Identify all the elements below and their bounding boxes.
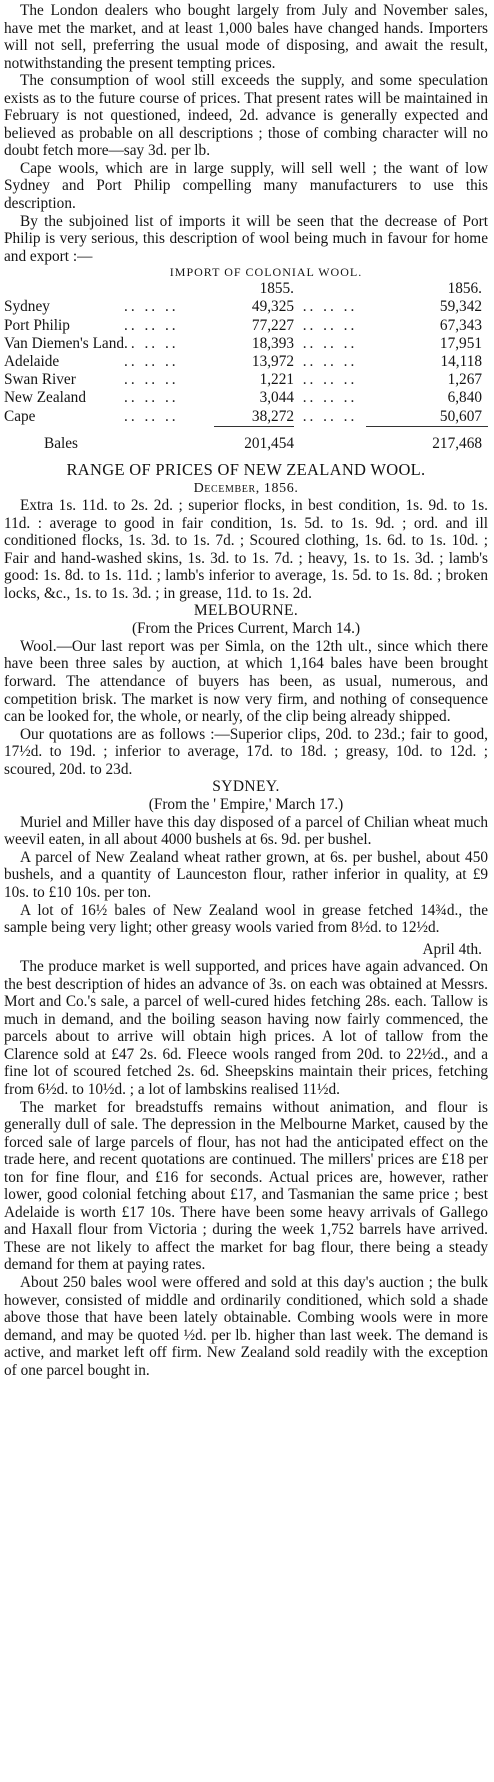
nz-prices-heading: RANGE OF PRICES OF NEW ZEALAND WOOL. [66, 460, 426, 480]
leader-dots: .. .. .. [124, 316, 179, 334]
import-table-title: IMPORT OF COLONIAL WOOL. [169, 265, 363, 280]
import-total-label: Bales [44, 434, 78, 452]
leader-dots: .. .. .. [302, 407, 358, 425]
import-row [4, 371, 488, 389]
leader-dots: .. .. .. [302, 298, 358, 316]
import-place: Adelaide [4, 353, 60, 371]
import-row [4, 335, 488, 353]
leader-dots: .. .. .. [302, 371, 358, 389]
sydney-source: (From the ' Empire,' March 17.) [148, 796, 344, 814]
import-value-1856: 50,607 [439, 407, 482, 425]
import-place: Sydney [4, 298, 50, 316]
import-value-1855: 13,972 [251, 353, 294, 371]
import-row [4, 389, 488, 407]
melbourne-section [4, 602, 488, 778]
leader-dots: .. .. .. [302, 389, 358, 407]
import-row [4, 408, 488, 427]
intro-paragraph: The London dealers who bought largely from July and November sales, have met the market, and at least 1,000 bales have changed hands. Importers will not sell, preferring the usual mode of disposing, and await the result, notwithstanding the present tempting prices. [4, 2, 488, 72]
import-total-1856: 217,468 [432, 434, 482, 452]
sydney-section [4, 778, 488, 936]
import-value-1855: 1,221 [259, 371, 294, 389]
leader-dots: .. .. .. [124, 407, 179, 425]
leader-dots: .. .. .. [124, 389, 179, 407]
melbourne-paragraph: Our quotations are as follows :—Superior clips, 20d. to 23d.; fair to good, 17½d. to 19d. ; inferior to average, 17d. to 18d. ; greasy, 10d. to 12d. ; scoured, 20d. to 23d. [4, 725, 488, 778]
leader-dots: .. .. .. [302, 316, 358, 334]
nz-wool-prices-section [4, 459, 488, 602]
leader-dots: .. .. .. [124, 371, 179, 389]
import-place: Port Philip [4, 316, 70, 334]
year-header: 1856. [447, 280, 482, 298]
import-value-1855: 38,272 [251, 407, 294, 425]
import-value-1856: 67,343 [439, 316, 482, 334]
import-value-1856: 1,267 [447, 371, 482, 389]
april-report-section [4, 941, 488, 1380]
leader-dots: .. .. .. [302, 334, 358, 352]
import-value-1856: 14,118 [440, 353, 482, 371]
sydney-paragraph: A lot of 16½ bales of New Zealand wool in grease fetched 14¾d., the sample being very light; other greasy wools varied from 8½d. to 12½d. [4, 901, 488, 937]
import-place: Cape [4, 407, 36, 425]
intro-paragraph: The consumption of wool still exceeds the supply, and some speculation exists as to the future course of prices. That present rates will be maintained in February is not questioned, indeed, 2d. advance is generally expected and believed as probable on all descriptions ; those of combing character will no doubt fetch more—say 3d. per lb. [4, 72, 488, 160]
import-value-1856: 59,342 [439, 298, 482, 316]
melbourne-source: (From the Prices Current, March 14.) [131, 620, 361, 638]
melbourne-paragraph: Wool.—Our last report was per Simla, on the 12th ult., since which there have been three sales by auction, at which 1,164 bales have been brought forward. The attendance of buyers has been, as usual, numerous, and competition brisk. The market is now very firm, and nothing of consequence can be looked for, the whole, or nearly, of the clip being already shipped. [4, 637, 488, 726]
import-place: Swan River [4, 371, 76, 389]
import-value-1856: 17,951 [439, 334, 482, 352]
import-value-1855: 77,227 [251, 316, 294, 334]
april-paragraph: The produce market is well supported, and prices have again advanced. On the best description of hides an advance of 3s. on each was obtained at Messrs. Mort and Co.'s sale, a parcel of well-cured hides fetching 28s. each. Tallow is much in demand, and the boiling season having now fairly commenced, the parcels about to arrive will obtain high prices. A lot of tallow from the Clarence sold at £47 2s. 6d. Fleece wools ranged from 20d. to 22½d., and a fine lot of scoured fetched 2s. 6d. Sheepskins maintain their prices, fetching from 6½d. to 10½d. ; a lot of lambskins realised 11½d. [4, 958, 488, 1098]
import-value-1855: 49,325 [251, 298, 294, 316]
import-table-header-row [4, 280, 488, 298]
sydney-heading: SYDNEY. [212, 778, 280, 796]
sydney-paragraph: Muriel and Miller have this day disposed of a parcel of Chilian wheat much weevil eaten, in all about 4000 bushels at 6s. 9d. per bushel. [4, 813, 488, 849]
import-total-1855: 201,454 [244, 434, 294, 452]
colonial-wool-import-table [4, 265, 488, 453]
import-row [4, 353, 488, 371]
import-row [4, 317, 488, 335]
sydney-paragraph: A parcel of New Zealand wheat rather grown, at 6s. per bushel, about 450 bushels, and a quantity of Launceston flour, rather inferior in quality, at £9 10s. to £10 10s. per ton. [4, 848, 488, 901]
nz-prices-body: Extra 1s. 11d. to 2s. 2d. ; superior flocks, in best condition, 1s. 9d. to 1s. 11d. : average to good in fair condition, 1s. 5d. to 1s. 9d. ; ord. and ill conditioned flocks, 1s. 3d. to 1s. 7d. ; Scoured clothing, 1s. 6d. to 1s. 10d. ; Fair and hand-washed skins, 1s. 3d. to 1s. 7d. ; heavy, 1s. to 1s. 3d. ; lamb's good: 1s. 8d. to 1s. 11d. ; lamb's inferior to average, 1s. 5d. to 1s. 8d. ; broken locks, &c., 1s. to 1s. 3d. ; in grease, 11d. to 1s. 2d. [4, 497, 488, 602]
nz-prices-date: December, 1856. [193, 481, 299, 497]
import-total-row [4, 427, 488, 453]
leader-dots: .. .. .. [124, 298, 179, 316]
import-value-1856: 6,840 [447, 389, 482, 407]
melbourne-heading: MELBOURNE. [193, 602, 299, 620]
market-intro [4, 2, 488, 265]
leader-dots: .. .. .. [302, 353, 358, 371]
april-paragraph: About 250 bales wool were offered and sold at this day's auction ; the bulk however, consisted of middle and ordinarily conditioned, which sold a shade above those that have been lately obtainable. Combing wools were in more demand, and may be quoted ½d. per lb. higher than last week. The demand is active, and market left off firm. New Zealand sold readily with the exception of one parcel bought in. [4, 1274, 488, 1379]
april-paragraph: The market for breadstuffs remains without animation, and flour is generally dull of sale. The depression in the Melbourne Market, caused by the forced sale of large parcels of flour, has not had the anticipated effect on the trade here, and recent quotations are continued. The millers' prices are £18 per ton for fine flour, and £16 for seconds. Actual prices are, however, rather lower, good colonial fetching about £17, and Tasmanian the same price ; best Adelaide is worth £17 10s. There have been some heavy arrivals of Gallego and Haxall flour from Victoria ; during the week 1,752 barrels have arrived. These are not likely to affect the market for bag flour, there being a steady demand for them at paying rates. [4, 1098, 488, 1274]
intro-paragraph: Cape wools, which are in large supply, will sell well ; the want of low Sydney and Port Philip compelling many manufacturers to use this description. [4, 159, 488, 213]
intro-paragraph: By the subjoined list of imports it will be seen that the decrease of Port Philip is very serious, this description of wool being much in favour for home and export :— [4, 212, 488, 265]
import-place: New Zealand [4, 389, 86, 407]
import-row [4, 298, 488, 316]
year-header: 1855. [259, 280, 294, 298]
import-value-1855: 3,044 [259, 389, 294, 407]
leader-dots: .. .. .. [124, 353, 179, 371]
import-place: Van Diemen's Land [4, 334, 124, 352]
april-date: April 4th. [422, 940, 482, 958]
import-value-1855: 18,393 [251, 334, 294, 352]
leader-dots: .. .. .. [124, 334, 179, 352]
